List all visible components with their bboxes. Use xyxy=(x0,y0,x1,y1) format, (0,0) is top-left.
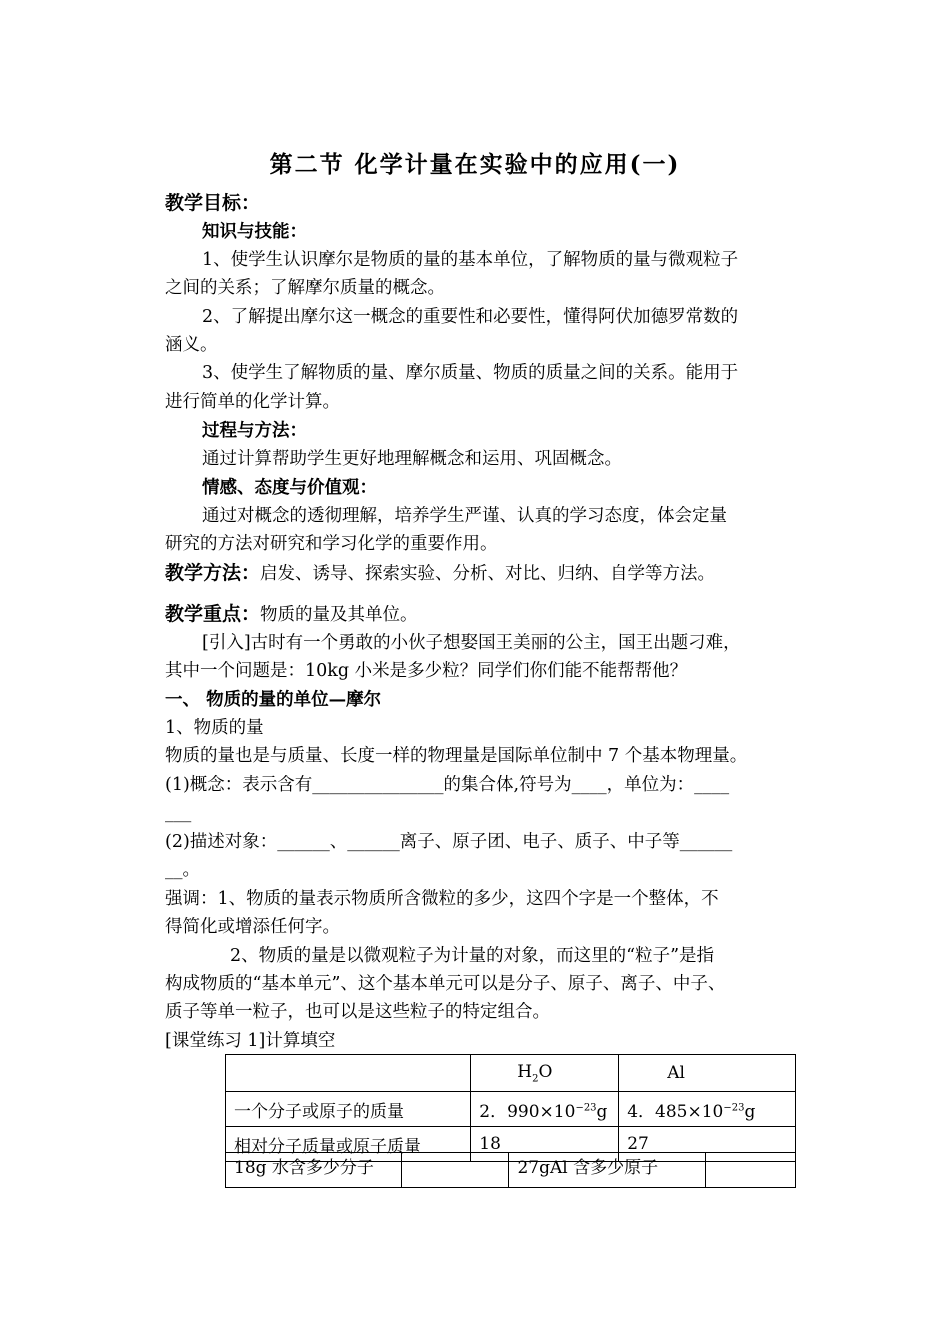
emotion-heading: 情感、态度与价值观： xyxy=(202,478,377,498)
table-row xyxy=(226,1092,796,1127)
exercise-table xyxy=(225,1054,796,1162)
keypoint-text: 物质的量及其单位。 xyxy=(260,605,418,625)
methods-text: 启发、诱导、探索实验、分析、对比、归纳、自学等方法。 xyxy=(260,564,716,584)
header-cell-al: Al xyxy=(619,1055,796,1092)
cell-al-relative-mass: 27 xyxy=(619,1127,796,1162)
emphasis-line-2: 得简化或增添任何字。 xyxy=(165,917,340,937)
emphasis-2-line-1: 2、物质的量是以微观粒子为计量的对象，而这里的“粒子”是指 xyxy=(230,946,715,966)
table-header-row xyxy=(226,1055,796,1092)
subsection-1-heading: 1、物质的量 xyxy=(165,718,264,738)
cell-h2o-mass: 2．$990\times 10^{-23}g$ xyxy=(471,1092,619,1127)
exercise-table-count-row xyxy=(225,1152,796,1188)
cell-water-molecules-label: 18g 水含多少分子 xyxy=(226,1153,402,1188)
header-cell-h2o: $H_2O$ xyxy=(471,1055,619,1092)
intro-line-2: 其中一个问题是：10kg 小米是多少粒？同学们你们能不能帮帮他？ xyxy=(165,661,688,681)
describe-line-2: __。 xyxy=(165,860,200,880)
concept-line-1: (1)概念：表示含有_______________的集合体,符号为____，单位为：____ xyxy=(165,775,730,795)
emphasis-2-line-2: 构成物质的“基本单元”、这个基本单元可以是分子、原子、离子、中子、 xyxy=(165,974,726,994)
objective-2-line-2: 涵义。 xyxy=(165,335,218,355)
objective-2-line-1: 2、了解提出摩尔这一概念的重要性和必要性，懂得阿伏加德罗常数的 xyxy=(202,307,739,327)
intro-line-1: [引入]古时有一个勇敢的小伙子想娶国王美丽的公主，国王出题刁难， xyxy=(202,633,741,653)
objective-3-line-2: 进行简单的化学计算。 xyxy=(165,392,340,412)
process-heading: 过程与方法： xyxy=(202,421,307,441)
objective-3-line-1: 3、使学生了解物质的量、摩尔质量、物质的质量之间的关系。能用于 xyxy=(202,363,739,383)
keypoint-label: 教学重点： xyxy=(165,603,261,625)
process-text: 通过计算帮助学生更好地理解概念和运用、巩固概念。 xyxy=(202,449,622,469)
cell-al-mass: 4．$485\times 10^{-23}g$ xyxy=(619,1092,796,1127)
cell-h2o-relative-mass: 18 xyxy=(471,1127,619,1162)
definition-line: 物质的量也是与质量、长度一样的物理量是国际单位制中 7 个基本物理量。 xyxy=(165,746,748,766)
cell-al-atoms-answer[interactable] xyxy=(706,1153,796,1188)
concept-line-2: ___ xyxy=(165,803,192,823)
objective-1-line-2: 之间的关系；了解摩尔质量的概念。 xyxy=(165,278,445,298)
row-label-mass: 一个分子或原子的质量 xyxy=(226,1092,471,1127)
emotion-line-2: 研究的方法对研究和学习化学的重要作用。 xyxy=(165,534,498,554)
header-cell-empty xyxy=(226,1055,471,1092)
cell-water-molecules-answer[interactable] xyxy=(401,1153,509,1188)
section-1-heading: 一、 物质的量的单位—摩尔 xyxy=(165,690,382,710)
methods-label: 教学方法： xyxy=(165,562,261,584)
page-title: 第二节 化学计量在实验中的应用(一) xyxy=(269,151,681,178)
emphasis-2-line-3: 质子等单一粒子，也可以是这些粒子的特定组合。 xyxy=(165,1002,550,1022)
exercise-label: [课堂练习 1]计算填空 xyxy=(165,1031,336,1051)
table-row xyxy=(226,1153,796,1188)
keypoint-line xyxy=(165,601,795,628)
describe-line-1: (2)描述对象：______、______离子、原子团、电子、质子、中子等______ xyxy=(165,832,733,852)
methods-line xyxy=(165,560,795,587)
objective-1-line-1: 1、使学生认识摩尔是物质的量的基本单位，了解物质的量与微观粒子 xyxy=(202,250,739,270)
emphasis-line-1: 强调：1、物质的量表示物质所含微粒的多少，这四个字是一个整体，不 xyxy=(165,889,719,909)
cell-al-atoms-label: 27gAl 含多少原子 xyxy=(509,1153,706,1188)
row-label-relative-mass: 相对分子质量或原子质量 xyxy=(226,1127,471,1162)
objectives-heading: 教学目标： xyxy=(165,192,261,214)
knowledge-heading: 知识与技能： xyxy=(202,222,307,242)
emotion-line-1: 通过对概念的透彻理解，培养学生严谨、认真的学习态度，体会定量 xyxy=(202,506,727,526)
